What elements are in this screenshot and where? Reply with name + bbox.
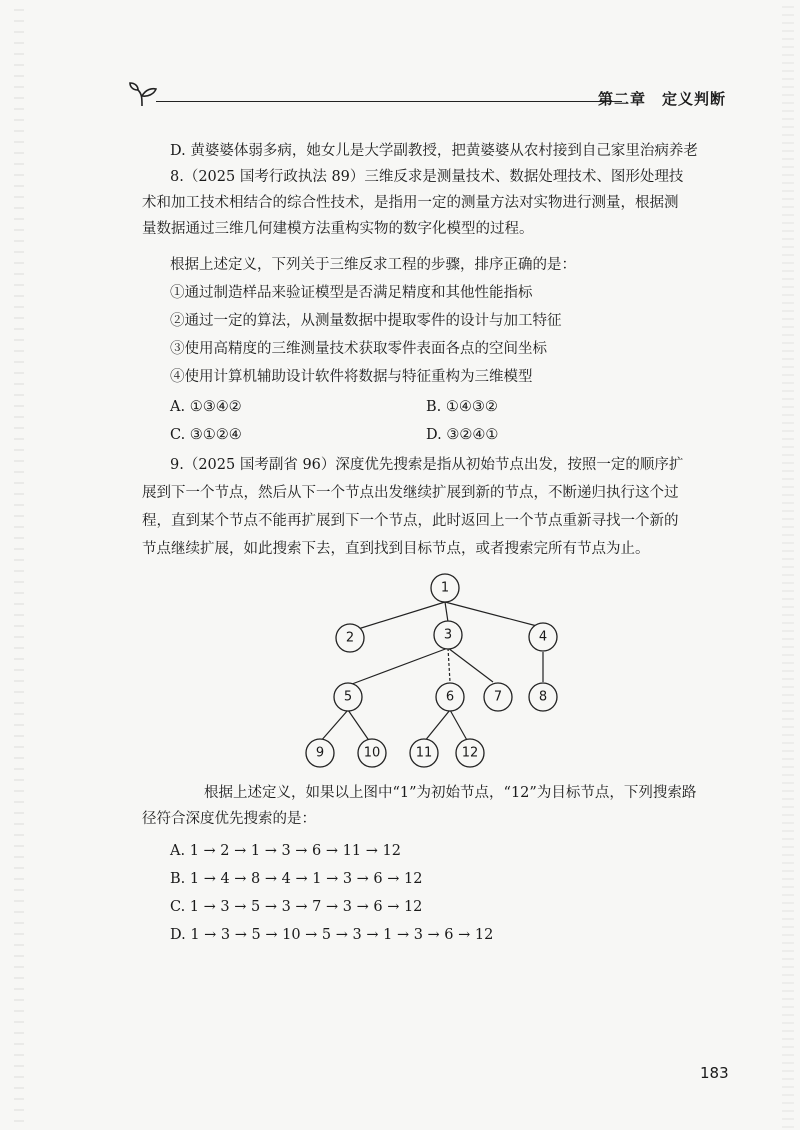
node-label-11: 11 [415, 745, 433, 761]
node-label-10: 10 [363, 745, 381, 761]
q9-prompt-line-2: 径符合深度优先搜索的是： [142, 811, 316, 827]
q9-line-3: 程，直到某个节点不能再扩展到下一个节点，此时返回上一个节点重新寻找一个新的 [142, 513, 679, 529]
edge-1-3 [445, 602, 448, 622]
header-rule [156, 101, 622, 102]
edge-3-7 [448, 648, 493, 682]
q8-option-d: D. ③②④① [426, 427, 499, 443]
edge-3-6 [448, 648, 450, 682]
sprout-icon [128, 80, 158, 110]
q8-option-b: B. ①④③② [426, 399, 498, 415]
q7-option-d-text: D. 黄婆婆体弱多病，她女儿是大学副教授，把黄婆婆从农村接到自己家里治病养老 [170, 143, 698, 159]
node-label-9: 9 [315, 745, 325, 761]
search-tree-diagram [300, 564, 600, 774]
node-label-12: 12 [461, 745, 479, 761]
node-label-1: 1 [440, 580, 450, 596]
edge-1-4 [445, 602, 537, 626]
node-label-5: 5 [343, 689, 353, 705]
running-header [128, 80, 728, 114]
node-label-7: 7 [493, 689, 503, 705]
q9-option-b: B. 1 → 4 → 8 → 4 → 1 → 3 → 6 → 12 [170, 871, 423, 887]
edge-3-5 [352, 648, 448, 684]
q8-option-a: A. ①③④② [170, 399, 242, 415]
edge-6-12 [450, 710, 468, 742]
q9-line-1: 9.（2025 国考副省 96）深度优先搜索是指从初始节点出发，按照一定的顺序扩 [170, 457, 684, 473]
q8-step-3: ③使用高精度的三维测量技术获取零件表面各点的空间坐标 [170, 341, 547, 357]
q9-prompt-line-1: 根据上述定义，如果以上图中“1”为初始节点，“12”为目标节点，下列搜索路 [204, 785, 697, 801]
node-label-3: 3 [443, 627, 453, 643]
node-label-2: 2 [345, 630, 355, 646]
q9-line-2: 展到下一个节点，然后从下一个节点出发继续扩展到新的节点，不断递归执行这个过 [142, 485, 679, 501]
edge-1-2 [358, 602, 445, 629]
page-number: 183 [700, 1064, 729, 1082]
node-label-8: 8 [538, 689, 548, 705]
edge-5-10 [348, 710, 370, 742]
q8-step-4: ④使用计算机辅助设计软件将数据与特征重构为三维模型 [170, 369, 533, 385]
chapter-title: 第二章 定义判断 [597, 90, 726, 108]
node-label-4: 4 [538, 629, 548, 645]
q9-line-4: 节点继续扩展，如此搜索下去，直到找到目标节点，或者搜索完所有节点为止。 [142, 541, 650, 557]
node-label-6: 6 [445, 689, 455, 705]
edge-6-11 [424, 710, 450, 742]
q8-step-2: ②通过一定的算法，从测量数据中提取零件的设计与加工特征 [170, 313, 562, 329]
q9-option-c: C. 1 → 3 → 5 → 3 → 7 → 3 → 6 → 12 [170, 899, 423, 915]
q9-option-d: D. 1 → 3 → 5 → 10 → 5 → 3 → 1 → 3 → 6 → 12 [170, 927, 494, 943]
q9-option-a: A. 1 → 2 → 1 → 3 → 6 → 11 → 12 [170, 843, 401, 859]
q8-prompt: 根据上述定义，下列关于三维反求工程的步骤，排序正确的是： [170, 257, 576, 273]
q8-line-2: 术和加工技术相结合的综合性技术，是指用一定的测量方法对实物进行测量，根据测 [142, 195, 679, 211]
q7-option-d [170, 140, 760, 162]
scan-edge-left [14, 0, 24, 1130]
edge-5-9 [320, 710, 348, 742]
q8-line-3: 量数据通过三维几何建模方法重构实物的数字化模型的过程。 [142, 221, 534, 237]
tree-edges [320, 602, 543, 742]
q8-line-1: 8.（2025 国考行政执法 89）三维反求是测量技术、数据处理技术、图形处理技 [170, 169, 684, 185]
scan-edge-right [782, 0, 794, 1130]
q8-step-1: ①通过制造样品来验证模型是否满足精度和其他性能指标 [170, 285, 533, 301]
q8-option-c: C. ③①②④ [170, 427, 242, 443]
